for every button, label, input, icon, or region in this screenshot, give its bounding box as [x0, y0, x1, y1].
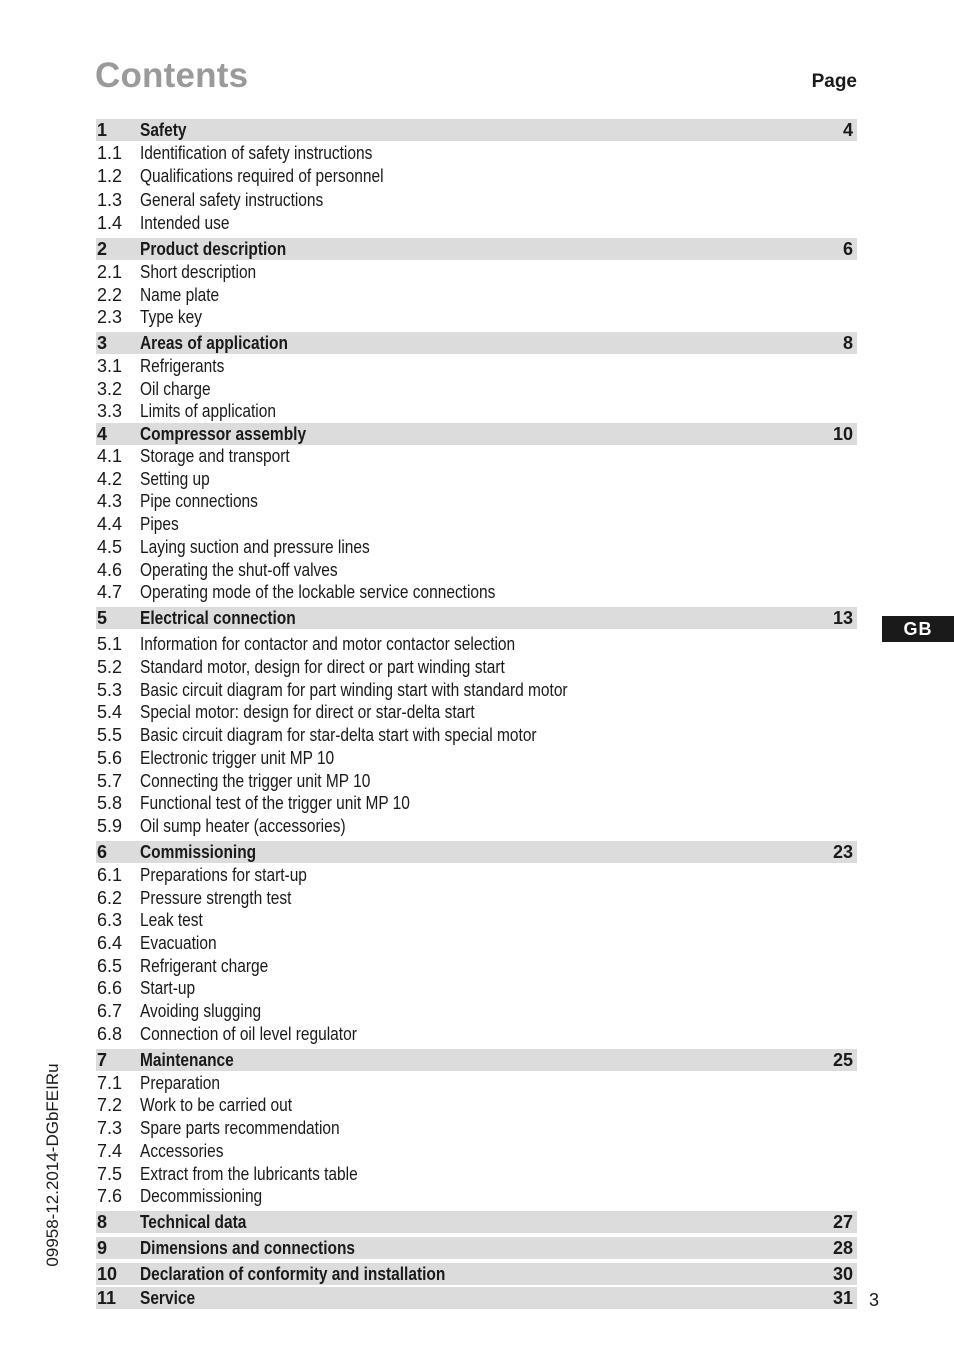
toc-section-row[interactable] [96, 887, 857, 909]
toc-number: 7.1 [97, 1072, 123, 1093]
toc-section-row[interactable] [96, 1072, 857, 1094]
toc-number: 4.1 [97, 445, 123, 466]
toc-number: 2.3 [97, 306, 123, 327]
toc-number: 7.5 [97, 1163, 123, 1184]
toc-label: Decommissioning [140, 1185, 263, 1206]
toc-page-number: 8 [842, 332, 853, 353]
toc-number: 3.3 [97, 400, 123, 421]
toc-label: Type key [140, 306, 202, 327]
toc-label: Areas of application [140, 332, 288, 353]
toc-label: General safety instructions [140, 189, 324, 210]
toc-number: 6.2 [97, 887, 123, 908]
toc-page-number: 28 [832, 1237, 853, 1258]
toc-number: 7 [97, 1049, 108, 1070]
toc-number: 6.8 [97, 1023, 123, 1044]
toc-label: Spare parts recommendation [140, 1117, 340, 1138]
toc-number: 1.2 [97, 165, 123, 186]
toc-number: 6.4 [97, 932, 123, 953]
toc-section-row[interactable] [96, 932, 857, 954]
toc-label: Product description [140, 238, 287, 259]
toc-label: Refrigerant charge [140, 955, 269, 976]
toc-number: 10 [97, 1263, 118, 1284]
toc-chapter-row[interactable] [96, 607, 857, 629]
toc-section-row[interactable] [96, 656, 857, 678]
toc-number: 6.3 [97, 909, 123, 930]
toc-label: Electrical connection [140, 607, 296, 628]
toc-number: 3.1 [97, 355, 123, 376]
toc-label: Dimensions and connections [140, 1237, 356, 1258]
toc-number: 7.6 [97, 1185, 123, 1206]
toc-label: Standard motor, design for direct or part winding start [140, 656, 505, 677]
toc-section-row[interactable] [96, 581, 857, 603]
toc-label: Refrigerants [140, 355, 225, 376]
toc-label: Pipes [140, 513, 179, 534]
toc-section-row[interactable] [96, 189, 857, 211]
toc-section-row[interactable] [96, 724, 857, 746]
toc-section-row[interactable] [96, 513, 857, 535]
toc-section-row[interactable] [96, 490, 857, 512]
toc-chapter-row[interactable] [96, 1263, 857, 1285]
toc-number: 2 [97, 238, 108, 259]
toc-label: Pressure strength test [140, 887, 292, 908]
toc-chapter-row[interactable] [96, 119, 857, 141]
toc-number: 1.4 [97, 212, 123, 233]
toc-label: Basic circuit diagram for part winding start with standard motor [140, 679, 568, 700]
toc-chapter-row[interactable] [96, 1211, 857, 1233]
toc-section-row[interactable] [96, 1140, 857, 1162]
toc-label: Operating mode of the lockable service connections [140, 581, 496, 602]
toc-page-number: 25 [832, 1049, 853, 1070]
toc-label: Limits of application [140, 400, 276, 421]
toc-section-row[interactable] [96, 142, 857, 164]
toc-chapter-row[interactable] [96, 238, 857, 260]
toc-section-row[interactable] [96, 1117, 857, 1139]
toc-number: 9 [97, 1237, 108, 1258]
toc-label: Maintenance [140, 1049, 234, 1070]
toc-section-row[interactable] [96, 1000, 857, 1022]
toc-label: Oil charge [140, 378, 211, 399]
toc-label: Compressor assembly [140, 423, 307, 444]
toc-number: 5.1 [97, 633, 123, 654]
toc-page-number: 10 [832, 423, 853, 444]
toc-page-number: 4 [842, 119, 853, 140]
toc-number: 4.7 [97, 581, 123, 602]
toc-number: 4.2 [97, 468, 123, 489]
toc-label: Evacuation [140, 932, 217, 953]
toc-label: Special motor: design for direct or star-delta start [140, 701, 475, 722]
toc-number: 6.7 [97, 1000, 123, 1021]
toc-label: Work to be carried out [140, 1094, 293, 1115]
toc-chapter-row[interactable] [96, 332, 857, 354]
toc-label: Technical data [140, 1211, 247, 1232]
toc-label: Avoiding slugging [140, 1000, 262, 1021]
toc-label: Declaration of conformity and installation [140, 1263, 446, 1284]
toc-number: 6 [97, 841, 108, 862]
toc-number: 6.5 [97, 955, 123, 976]
toc-label: Connecting the trigger unit MP 10 [140, 770, 371, 791]
toc-page-number: 27 [832, 1211, 853, 1232]
toc-section-row[interactable] [96, 770, 857, 792]
toc-section-row[interactable] [96, 306, 857, 328]
toc-section-row[interactable] [96, 633, 857, 655]
toc-number: 5.2 [97, 656, 123, 677]
toc-label: Extract from the lubricants table [140, 1163, 358, 1184]
toc-number: 4 [97, 423, 108, 444]
toc-section-row[interactable] [96, 909, 857, 931]
toc-section-row[interactable] [96, 445, 857, 467]
document-code-text: 09958-12.2014-DGbFEIRu [43, 1063, 62, 1267]
toc-chapter-row[interactable] [96, 1049, 857, 1071]
toc-label: Pipe connections [140, 490, 258, 511]
toc-section-row[interactable] [96, 701, 857, 723]
toc-section-row[interactable] [96, 261, 857, 283]
toc-number: 3 [97, 332, 108, 353]
toc-number: 8 [97, 1211, 108, 1232]
toc-number: 6.1 [97, 864, 123, 885]
toc-label: Laying suction and pressure lines [140, 536, 370, 557]
toc-label: Safety [140, 119, 187, 140]
toc-label: Commissioning [140, 841, 257, 862]
toc-number: 4.6 [97, 559, 123, 580]
toc-label: Name plate [140, 284, 220, 305]
toc-label: Basic circuit diagram for star-delta start with special motor [140, 724, 537, 745]
toc-section-row[interactable] [96, 1163, 857, 1185]
toc-section-row[interactable] [96, 864, 857, 886]
toc-number: 4.4 [97, 513, 123, 534]
toc-number: 5.8 [97, 792, 123, 813]
toc-label: Qualifications required of personnel [140, 165, 384, 186]
language-tab[interactable]: GB [882, 616, 954, 642]
toc-label: Electronic trigger unit MP 10 [140, 747, 335, 768]
toc-number: 5 [97, 607, 108, 628]
page-number: 3 [869, 1290, 880, 1310]
toc-section-row[interactable] [96, 815, 857, 837]
toc-number: 7.4 [97, 1140, 123, 1161]
toc-page-number: 30 [832, 1263, 853, 1284]
toc-number: 1.3 [97, 189, 123, 210]
toc-section-row[interactable] [96, 559, 857, 581]
toc-section-row[interactable] [96, 378, 857, 400]
toc-section-row[interactable] [96, 1023, 857, 1045]
toc-section-row[interactable] [96, 977, 857, 999]
toc-section-row[interactable] [96, 284, 857, 306]
toc-number: 2.1 [97, 261, 123, 282]
toc-label: Short description [140, 261, 257, 282]
toc-section-row[interactable] [96, 400, 857, 422]
toc-chapter-row[interactable] [96, 1237, 857, 1259]
toc-chapter-row[interactable] [96, 841, 857, 863]
toc-number: 4.5 [97, 536, 123, 557]
toc-number: 4.3 [97, 490, 123, 511]
toc-section-row[interactable] [96, 355, 857, 377]
toc-label: Storage and transport [140, 445, 290, 466]
toc-section-row[interactable] [96, 165, 857, 187]
toc-label: Oil sump heater (accessories) [140, 815, 346, 836]
toc-label: Service [140, 1287, 196, 1308]
toc-chapter-row[interactable] [96, 423, 857, 445]
toc-number: 7.3 [97, 1117, 123, 1138]
toc-label: Intended use [140, 212, 230, 233]
toc-label: Preparation [140, 1072, 221, 1093]
toc-number: 3.2 [97, 378, 123, 399]
toc-label: Operating the shut-off valves [140, 559, 338, 580]
toc-number: 7.2 [97, 1094, 123, 1115]
toc-section-row[interactable] [96, 955, 857, 977]
toc-label: Preparations for start-up [140, 864, 307, 885]
toc-section-row[interactable] [96, 792, 857, 814]
toc-number: 1.1 [97, 142, 123, 163]
toc-number: 6.6 [97, 977, 123, 998]
toc-section-row[interactable] [96, 747, 857, 769]
toc-page-number: 31 [832, 1287, 853, 1308]
toc-label: Functional test of the trigger unit MP 10 [140, 792, 410, 813]
page-column-label: Page [811, 71, 857, 92]
toc-number: 2.2 [97, 284, 123, 305]
toc-number: 11 [97, 1287, 117, 1308]
toc-label: Information for contactor and motor contactor selection [140, 633, 516, 654]
toc-label: Identification of safety instructions [140, 142, 373, 163]
toc-page-number: 13 [832, 607, 853, 628]
toc-label: Setting up [140, 468, 210, 489]
toc-number: 5.7 [97, 770, 123, 791]
toc-number: 5.4 [97, 701, 123, 722]
toc-chapter-row[interactable] [96, 1287, 857, 1309]
toc-section-row[interactable] [96, 468, 857, 490]
toc-number: 5.6 [97, 747, 123, 768]
toc-section-row[interactable] [96, 212, 857, 234]
toc-number: 1 [97, 119, 108, 140]
toc-section-row[interactable] [96, 1185, 857, 1207]
toc-label: Leak test [140, 909, 203, 930]
toc-number: 5.3 [97, 679, 123, 700]
toc-label: Start-up [140, 977, 196, 998]
toc-page-number: 23 [832, 841, 853, 862]
toc-label: Accessories [140, 1140, 224, 1161]
toc-page-number: 6 [842, 238, 853, 259]
toc-section-row[interactable] [96, 679, 857, 701]
toc-label: Connection of oil level regulator [140, 1023, 357, 1044]
contents-title: Contents [95, 56, 249, 95]
toc-number: 5.5 [97, 724, 123, 745]
toc-section-row[interactable] [96, 1094, 857, 1116]
toc-section-row[interactable] [96, 536, 857, 558]
toc-number: 5.9 [97, 815, 123, 836]
